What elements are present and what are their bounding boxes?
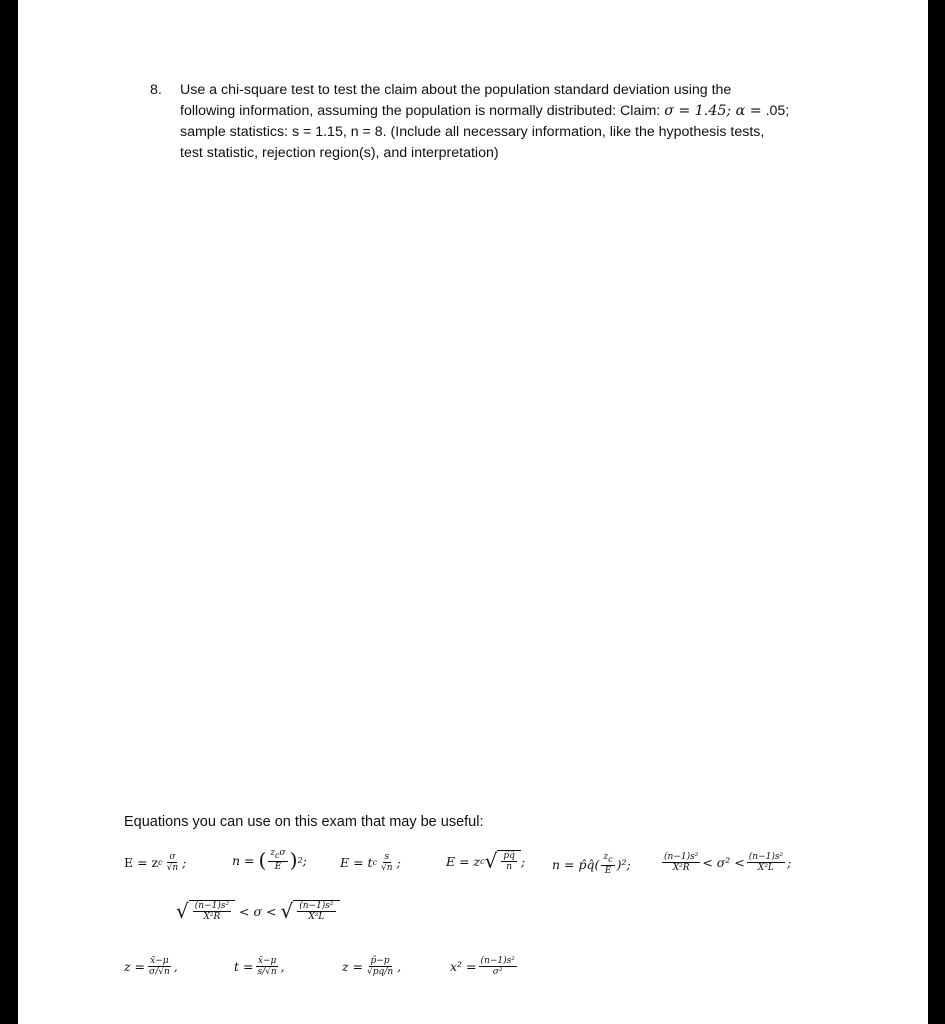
eq-mid: < σ < <box>239 903 277 919</box>
eq-num: z <box>603 852 609 862</box>
eq-fraction <box>255 956 278 977</box>
equation-z-proportion: z = $\frac{p̂-p}{√pq/n}$ , <box>342 956 402 977</box>
eq-lhs: x² = <box>450 959 477 974</box>
eq-num: (n−1)s² <box>748 852 784 862</box>
eq-num: (n−1)s² <box>299 901 334 911</box>
eq-fraction-left <box>193 901 231 922</box>
eq-num: x̄−μ <box>257 956 277 966</box>
eq-sub: c <box>275 851 280 860</box>
eq-sub: c <box>608 855 613 864</box>
eq-den: √n <box>166 863 179 873</box>
eq-lhs: n = p̂q̂( <box>552 856 600 872</box>
eq-den: X²R <box>672 863 690 873</box>
eq-lhs: n = <box>232 852 255 868</box>
eq-den: X²L <box>308 912 325 922</box>
equation-variance-ci: $\frac{\text{(n−1)s²}}{\text{X²R}}$ < σ² < $\frac{\text{(n−1)s²}}{\text{X²L}}$ ; <box>664 852 792 873</box>
eq-lhs: z = <box>124 959 146 974</box>
question-text <box>180 80 790 164</box>
eq-sub: c <box>372 858 378 867</box>
eq-num: p̂q̂ <box>503 851 515 861</box>
eq-mid: < σ² < <box>702 855 745 870</box>
eq-sub: c <box>158 858 163 867</box>
eq-num: σ <box>169 852 176 862</box>
question-number: 8. <box>150 82 162 98</box>
eq-num-sigma: σ <box>279 848 286 858</box>
equation-z-mean: z = $\frac{x̄-\mu}{\sigma/√n}$ , <box>124 956 178 977</box>
eq-num: z <box>270 848 276 858</box>
eq-den: X²L <box>757 863 774 873</box>
question-text-part2: .05; sample statistics: s = 1.15, n = 8. (Include all necessary information, like the hypothesis tests, test statistic, rejection region(s), and interpretation) <box>180 103 790 161</box>
eq-num: x̄−μ <box>150 956 169 966</box>
eq-fraction <box>268 848 287 872</box>
eq-fraction <box>365 956 395 977</box>
eq-fraction <box>379 852 395 873</box>
eq-sub: c <box>480 856 485 866</box>
eq-lhs: E = z <box>446 853 481 869</box>
eq-den: n <box>506 862 513 872</box>
equation-t-mean: t = $\frac{x̄-\mu}{s/√n}$ , <box>234 956 285 977</box>
eq-lhs: t = <box>234 959 254 974</box>
eq-lhs: E = t <box>340 855 373 870</box>
eq-exp: 2 <box>297 855 303 865</box>
eq-den: E <box>274 862 282 872</box>
eq-fraction <box>601 852 614 876</box>
eq-fraction <box>165 852 181 873</box>
eq-den: s/√n <box>257 967 277 977</box>
eq-fraction <box>501 851 517 872</box>
eq-lhs: E = z <box>124 855 159 870</box>
eq-num: (n−1)s² <box>480 956 515 966</box>
eq-den: E <box>604 866 612 876</box>
eq-den: σ² <box>492 967 503 977</box>
eq-num: (n−1)s² <box>194 901 230 911</box>
eq-den: √n <box>381 863 393 873</box>
equation-margin-error-t: E = t c $\frac{s}{√n}$ ; <box>340 852 401 873</box>
equation-sample-size-proportion <box>552 852 631 876</box>
eq-den: √pq/n <box>367 967 394 977</box>
equation-std-dev-ci: √ $\frac{\text{(n−1)s²}}{\text{X²R}}$ < σ < √ $\frac{\text{(n−1)s²}}{\text{X²L}}$ <box>176 900 340 922</box>
equation-chi-square <box>450 956 519 977</box>
eq-fraction <box>147 956 172 977</box>
question-text-part1: Use a chi-square test to test the claim about the population standard deviation using the following information, assuming the population is normally distributed: Claim: <box>180 82 732 119</box>
equations-header: Equations you can use on this exam that may be useful: <box>124 814 484 830</box>
eq-num: s <box>384 852 390 862</box>
eq-num: p̂−p <box>370 956 390 966</box>
eq-exp: )²; <box>616 856 631 872</box>
eq-num: (n−1)s² <box>664 852 699 862</box>
document-page <box>18 0 928 1024</box>
question-8 <box>150 80 790 164</box>
eq-den: X²R <box>203 912 221 922</box>
equation-margin-error-proportion: E = z c √ $\frac{p̂q̂}{n}$ ; <box>446 849 526 873</box>
eq-fraction-right <box>747 852 785 873</box>
question-claim-math: σ = 1.45; α = <box>664 103 762 119</box>
eq-fraction-left <box>662 852 700 873</box>
equation-sample-size-mean: n = ( $\frac{\text{zcσ}}{E}$ ) 2 ; <box>232 848 307 872</box>
equation-margin-error-z: E = z c $\frac{\sigma}{√n}$ ; <box>124 852 187 873</box>
eq-fraction <box>479 956 517 977</box>
eq-den: σ/√n <box>149 967 170 977</box>
eq-fraction-right <box>297 901 335 922</box>
eq-lhs: z = <box>342 959 364 974</box>
